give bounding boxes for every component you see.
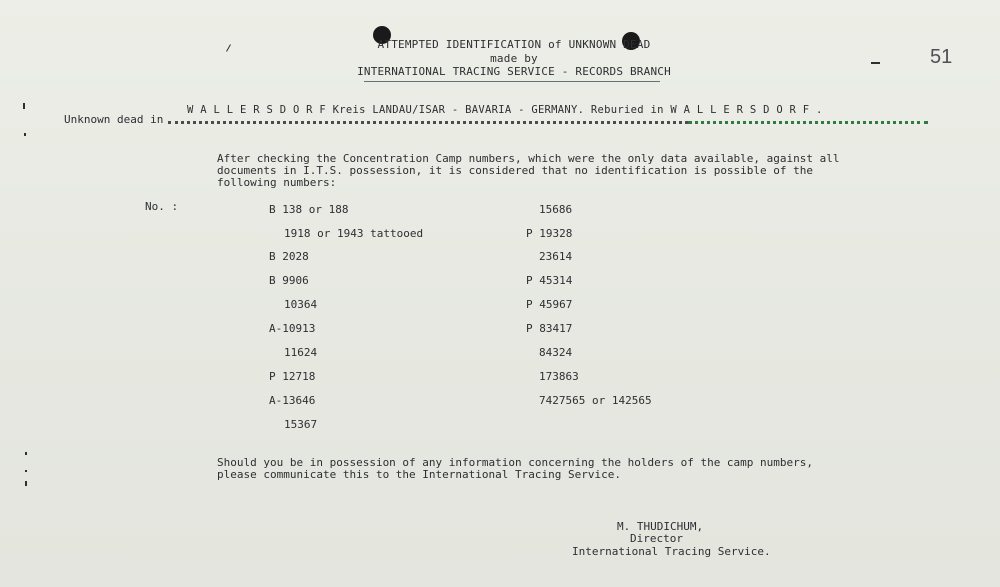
number-right-1: 15686 xyxy=(539,203,573,216)
body-line-1: After checking the Concentration Camp numbers, which were the only data available, against all xyxy=(217,152,840,165)
stray-slash xyxy=(226,44,231,51)
made-by-line: made by xyxy=(490,52,538,65)
number-left-7: 11624 xyxy=(284,346,318,359)
body-line-3: following numbers: xyxy=(217,176,337,189)
signature-title: Director xyxy=(630,532,683,545)
number-left-9: A-13646 xyxy=(269,394,316,407)
margin-mark-4 xyxy=(25,470,27,472)
number-left-1: B 138 or 188 xyxy=(269,203,349,216)
organization-line: INTERNATIONAL TRACING SERVICE - RECORDS BRANCH xyxy=(357,65,671,78)
margin-mark-2 xyxy=(24,133,26,136)
number-left-10: 15367 xyxy=(284,418,318,431)
margin-dash xyxy=(871,62,880,64)
number-left-8: P 12718 xyxy=(269,370,316,383)
signature-name: M. THUDICHUM, xyxy=(617,520,704,533)
number-left-3: B 2028 xyxy=(269,250,309,263)
location-dotted-leader xyxy=(168,121,688,124)
number-right-7: 84324 xyxy=(539,346,573,359)
number-right-4: P 45314 xyxy=(526,274,573,287)
number-left-4: B 9906 xyxy=(269,274,309,287)
margin-mark-5 xyxy=(25,481,27,486)
number-right-5: P 45967 xyxy=(526,298,573,311)
number-right-3: 23614 xyxy=(539,250,573,263)
signature-organization: International Tracing Service. xyxy=(572,545,771,558)
number-right-9: 7427565 or 142565 xyxy=(539,394,652,407)
number-right-2: P 19328 xyxy=(526,227,573,240)
number-left-2: 1918 or 1943 tattooed xyxy=(284,227,424,240)
number-right-6: P 83417 xyxy=(526,322,573,335)
closing-line-2: please communicate this to the International Tracing Service. xyxy=(217,468,621,481)
number-left-5: 10364 xyxy=(284,298,318,311)
location-label: Unknown dead in xyxy=(64,113,164,126)
location-dotted-leader-green xyxy=(688,121,928,124)
margin-mark-1 xyxy=(23,103,25,109)
closing-line-1: Should you be in possession of any information concerning the holders of the camp numbers, xyxy=(217,456,814,469)
document-title: ATTEMPTED IDENTIFICATION of UNKNOWN DEAD xyxy=(377,38,651,51)
location-value: W A L L E R S D O R F Kreis LANDAU/ISAR - BAVARIA - GERMANY. Reburied in W A L L E R S D O R F . xyxy=(187,104,823,116)
number-left-6: A-10913 xyxy=(269,322,316,335)
header-underline xyxy=(364,81,660,82)
body-line-2: documents in I.T.S. possession, it is considered that no identification is possible of the xyxy=(217,164,814,177)
margin-mark-3 xyxy=(25,452,27,455)
page-number: 51 xyxy=(930,46,953,68)
numbers-label: No. : xyxy=(145,200,179,213)
number-right-8: 173863 xyxy=(539,370,579,383)
